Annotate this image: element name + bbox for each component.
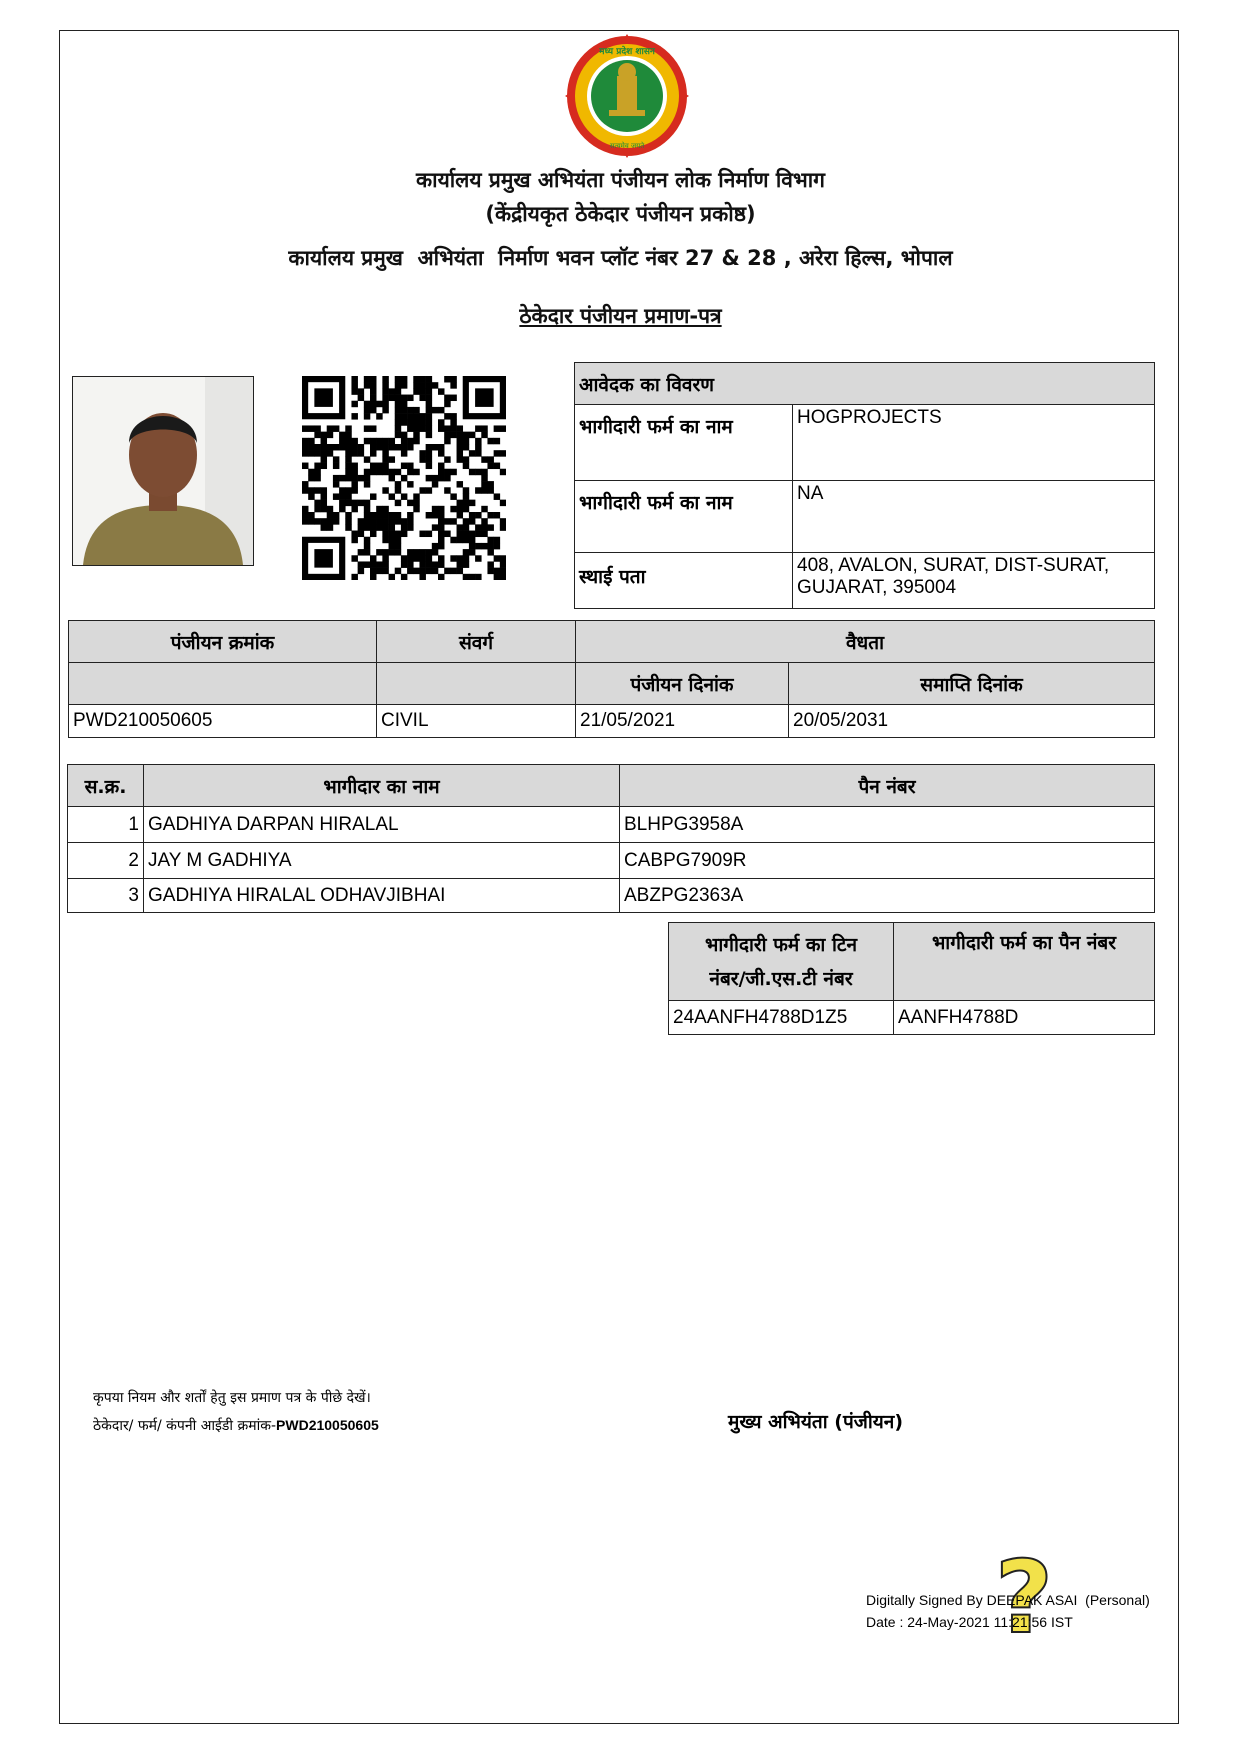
- partners-table: [67, 764, 1155, 913]
- firm-pan-header: भागीदारी फर्म का पैन नंबर: [894, 923, 1155, 1001]
- partner-name: GADHIYA DARPAN HIRALAL: [144, 807, 620, 843]
- partner-row: [68, 843, 1155, 879]
- firm-tin-header-line1: भागीदारी फर्म का टिन: [704, 933, 857, 956]
- firm-tax-table: [668, 922, 1155, 1035]
- office-title: कार्यालय प्रमुख अभियंता पंजीयन लोक निर्माण विभाग: [416, 168, 825, 192]
- applicant-row: [575, 553, 1155, 609]
- reg-date-value: 21/05/2021: [576, 705, 789, 738]
- applicant-row: [575, 405, 1155, 481]
- partner-sno: 2: [68, 843, 144, 879]
- expiry-date-value: 20/05/2031: [789, 705, 1155, 738]
- firm-tin-header: [669, 923, 894, 1001]
- partner-row: [68, 879, 1155, 913]
- reg-date-header: पंजीयन दिनांक: [576, 663, 789, 705]
- applicant-photo: [72, 376, 254, 566]
- category-header: संवर्ग: [377, 621, 576, 663]
- applicant-section-title: आवेदक का विवरण: [575, 363, 1155, 405]
- pan-header: पैन नंबर: [620, 765, 1155, 807]
- partner-name: JAY M GADHIYA: [144, 843, 620, 879]
- signatory-title: मुख्य अभियंता (पंजीयन): [728, 1411, 904, 1433]
- firm-pan-value: AANFH4788D: [894, 1001, 1155, 1035]
- firm-name-value: NA: [793, 481, 1155, 553]
- validity-header: वैधता: [576, 621, 1155, 663]
- office-address: कार्यालय प्रमुख अभियंता निर्माण भवन प्लॉट नंबर 27 & 28 , अरेरा हिल्स, भोपाल: [288, 246, 953, 270]
- partner-row: [68, 807, 1155, 843]
- emblem-ring-text-bottom: सत्यमेव जयते: [609, 142, 645, 150]
- applicant-label: स्थाई पता: [575, 553, 793, 609]
- partner-sno: 1: [68, 807, 144, 843]
- partner-pan: ABZPG2363A: [620, 879, 1155, 913]
- qr-code: [302, 376, 506, 580]
- reg-no-header: पंजीयन क्रमांक: [69, 621, 377, 663]
- reg-no-value: PWD210050605: [69, 705, 377, 738]
- sno-header: स.क्र.: [68, 765, 144, 807]
- company-id-label: ठेकेदार/ फर्म/ कंपनी आईडी क्रमांक-: [93, 1418, 277, 1434]
- firm-tin-header-line2: नंबर/जी.एस.टी नंबर: [709, 967, 853, 990]
- firm-tin-value: 24AANFH4788D1Z5: [669, 1001, 894, 1035]
- firm-name-value: HOGPROJECTS: [793, 405, 1155, 481]
- emblem-ring-text-top: मध्य प्रदेश शासन: [599, 47, 655, 57]
- partner-name: GADHIYA HIRALAL ODHAVJIBHAI: [144, 879, 620, 913]
- digital-signature-mark: ?: [995, 1539, 1054, 1656]
- digital-signature-date: Date : 24-May-2021 11:21:56 IST: [866, 1614, 1073, 1630]
- applicant-details-table: [574, 362, 1155, 609]
- applicant-label: भागीदारी फर्म का नाम: [575, 405, 793, 481]
- company-id-value: PWD210050605: [276, 1417, 379, 1433]
- partner-name-header: भागीदार का नाम: [144, 765, 620, 807]
- office-subtitle: (केंद्रीयकृत ठेकेदार पंजीयन प्रकोष्ठ): [485, 202, 756, 226]
- partner-pan: CABPG7909R: [620, 843, 1155, 879]
- digital-signature-line1: Digitally Signed By DEEPAK ASAI (Personal): [866, 1592, 1150, 1608]
- company-id-note: [93, 1416, 379, 1435]
- category-value: CIVIL: [377, 705, 576, 738]
- mp-government-emblem: [560, 34, 694, 158]
- terms-note: कृपया नियम और शर्तों हेतु इस प्रमाण पत्र के पीछे देखें।: [93, 1390, 371, 1406]
- partner-pan: BLHPG3958A: [620, 807, 1155, 843]
- expiry-date-header: समाप्ति दिनांक: [789, 663, 1155, 705]
- registration-table: [68, 620, 1155, 738]
- applicant-label: भागीदारी फर्म का नाम: [575, 481, 793, 553]
- certificate-title: ठेकेदार पंजीयन प्रमाण-पत्र: [519, 304, 722, 328]
- partner-sno: 3: [68, 879, 144, 913]
- applicant-row: [575, 481, 1155, 553]
- address-value: 408, AVALON, SURAT, DIST-SURAT, GUJARAT, 395004: [793, 553, 1155, 609]
